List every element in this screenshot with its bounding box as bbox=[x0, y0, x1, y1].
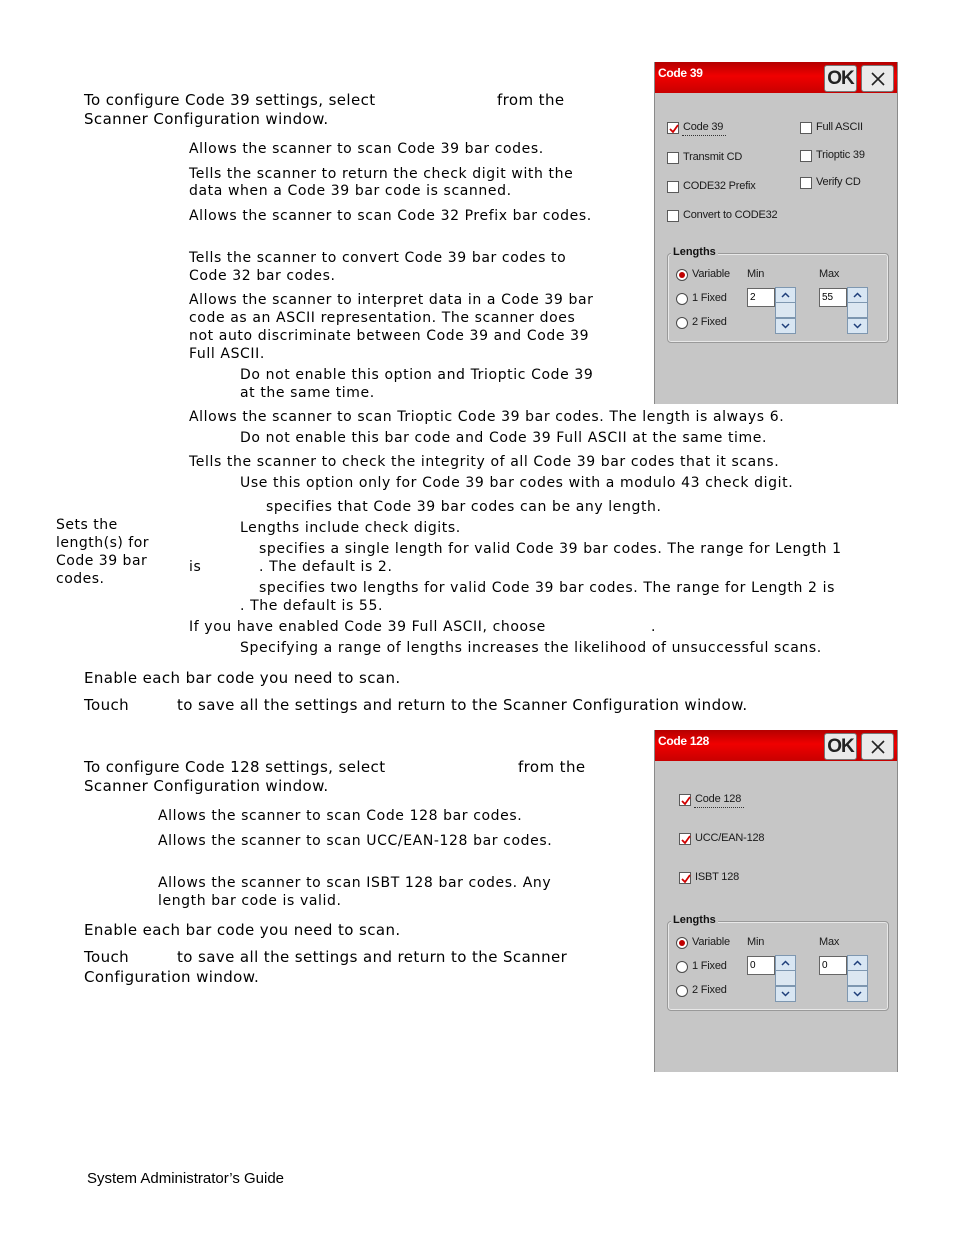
variable-radio[interactable] bbox=[676, 937, 688, 949]
desc-fixed1-default: . The default is 2. bbox=[259, 559, 393, 575]
min-input[interactable]: 2 bbox=[747, 288, 775, 307]
page-footer: System Administrator’s Guide bbox=[87, 1170, 285, 1187]
desc-full-ascii-period: . bbox=[651, 619, 657, 635]
code128-step-touch: Touch bbox=[84, 948, 130, 966]
fixed1-radio-label: 1 Fixed bbox=[692, 960, 727, 972]
code128-checkbox-label: Code 128 bbox=[695, 793, 742, 805]
desc-convert-2: Code 32 bar codes. bbox=[189, 268, 336, 284]
desc-variable: specifies that Code 39 bar codes can be any length. bbox=[266, 499, 662, 515]
note-verify-cd: Use this option only for Code 39 bar codes with a modulo 43 check digit. bbox=[240, 475, 794, 491]
desc-full-ascii-3: not auto discriminate between Code 39 and Code 39 bbox=[189, 328, 590, 344]
check-icon bbox=[680, 873, 692, 885]
full-ascii-checkbox[interactable] bbox=[800, 122, 812, 134]
ok-label: OK bbox=[827, 67, 854, 89]
max-up-button[interactable] bbox=[847, 955, 868, 971]
max-spin-track bbox=[847, 302, 868, 318]
code39-titlebar bbox=[655, 62, 897, 93]
code128-titlebar bbox=[655, 730, 897, 761]
max-spin-track bbox=[847, 970, 868, 986]
desc-fixed2-default: . The default is 55. bbox=[240, 598, 383, 614]
max-down-button[interactable] bbox=[847, 986, 868, 1002]
code128-step-enable: Enable each bar code you need to scan. bbox=[84, 921, 401, 939]
lengths-group-label: Lengths bbox=[673, 246, 716, 258]
chevron-down-icon bbox=[781, 991, 790, 997]
desc-full-ascii-4: Full ASCII. bbox=[189, 346, 265, 362]
max-up-button[interactable] bbox=[847, 287, 868, 303]
chevron-up-icon bbox=[781, 960, 790, 966]
variable-radio[interactable] bbox=[676, 269, 688, 281]
verify-cd-label: Verify CD bbox=[816, 176, 861, 188]
desc-isbt128-2: length bar code is valid. bbox=[158, 893, 342, 909]
desc-code128: Allows the scanner to scan Code 128 bar codes. bbox=[158, 808, 523, 824]
code128-dialog-title: Code 128 bbox=[658, 734, 709, 748]
convert-code32-label: Convert to CODE32 bbox=[683, 209, 778, 221]
close-button[interactable] bbox=[861, 65, 894, 92]
fixed1-radio-label: 1 Fixed bbox=[692, 292, 727, 304]
ok-button[interactable] bbox=[824, 65, 857, 92]
check-icon bbox=[680, 795, 692, 807]
chevron-up-icon bbox=[853, 960, 862, 966]
code39-intro-from: from the bbox=[497, 91, 565, 109]
full-ascii-label: Full ASCII bbox=[816, 121, 863, 133]
desc-isbt128-1: Allows the scanner to scan ISBT 128 bar codes. Any bbox=[158, 875, 552, 891]
chevron-up-icon bbox=[781, 292, 790, 298]
desc-trioptic: Allows the scanner to scan Trioptic Code 39 bar codes. The length is always 6. bbox=[189, 409, 785, 425]
fixed2-radio-label: 2 Fixed bbox=[692, 984, 727, 996]
code32-prefix-label: CODE32 Prefix bbox=[683, 180, 756, 192]
code128-intro-from: from the bbox=[518, 758, 586, 776]
variable-radio-label: Variable bbox=[692, 936, 730, 948]
chevron-down-icon bbox=[853, 991, 862, 997]
note-full-ascii-1: Do not enable this option and Trioptic Code 39 bbox=[240, 367, 594, 383]
lengths-side-note: Sets the length(s) for Code 39 bar codes. bbox=[56, 517, 150, 587]
code39-intro-line1: To configure Code 39 settings, select bbox=[84, 91, 376, 109]
desc-full-ascii-2: code as an ASCII representation. The scanner does bbox=[189, 310, 576, 326]
min-label: Min bbox=[747, 936, 765, 948]
code39-step-touch: Touch bbox=[84, 696, 130, 714]
desc-convert-1: Tells the scanner to convert Code 39 bar codes to bbox=[189, 250, 567, 266]
min-down-button[interactable] bbox=[775, 986, 796, 1002]
note-range: Specifying a range of lengths increases the likelihood of unsuccessful scans. bbox=[240, 640, 822, 656]
code39-step-enable: Enable each bar code you need to scan. bbox=[84, 669, 401, 687]
note-lengths: Lengths include check digits. bbox=[240, 520, 461, 536]
close-button[interactable] bbox=[861, 733, 894, 760]
desc-verify-cd: Tells the scanner to check the integrity of all Code 39 bar codes that it scans. bbox=[189, 454, 780, 470]
close-icon bbox=[870, 71, 886, 87]
fixed2-radio[interactable] bbox=[676, 985, 688, 997]
desc-code39: Allows the scanner to scan Code 39 bar codes. bbox=[189, 141, 544, 157]
code128-intro-line2: Scanner Configuration window. bbox=[84, 777, 329, 795]
verify-cd-checkbox[interactable] bbox=[800, 177, 812, 189]
code39-dialog-title: Code 39 bbox=[658, 66, 703, 80]
min-up-button[interactable] bbox=[775, 955, 796, 971]
fixed1-radio[interactable] bbox=[676, 961, 688, 973]
max-label: Max bbox=[819, 936, 840, 948]
code128-step-touch-rest: to save all the settings and return to the Scanner bbox=[177, 948, 568, 966]
ok-button[interactable] bbox=[824, 733, 857, 760]
note-full-ascii-2: at the same time. bbox=[240, 385, 375, 401]
focus-indicator bbox=[682, 135, 726, 136]
ok-label: OK bbox=[827, 735, 854, 757]
close-icon bbox=[870, 739, 886, 755]
code39-intro-line2: Scanner Configuration window. bbox=[84, 110, 329, 128]
check-icon bbox=[668, 123, 680, 135]
focus-indicator bbox=[694, 807, 744, 808]
max-label: Max bbox=[819, 268, 840, 280]
desc-ucc-ean128: Allows the scanner to scan UCC/EAN-128 bar codes. bbox=[158, 833, 553, 849]
desc-transmit-cd-2: data when a Code 39 bar code is scanned. bbox=[189, 183, 512, 199]
max-input[interactable]: 55 bbox=[819, 288, 847, 307]
convert-code32-checkbox[interactable] bbox=[667, 210, 679, 222]
fixed1-radio[interactable] bbox=[676, 293, 688, 305]
transmit-cd-checkbox[interactable] bbox=[667, 152, 679, 164]
code39-checkbox[interactable] bbox=[667, 122, 679, 134]
code128-dialog bbox=[654, 730, 898, 1072]
isbt128-checkbox[interactable] bbox=[679, 872, 691, 884]
trioptic39-label: Trioptic 39 bbox=[816, 149, 865, 161]
ucc-ean128-checkbox[interactable] bbox=[679, 833, 691, 845]
desc-fixed1-is: is bbox=[189, 559, 202, 575]
chevron-down-icon bbox=[781, 323, 790, 329]
code39-dialog bbox=[654, 62, 898, 404]
chevron-down-icon bbox=[853, 323, 862, 329]
min-spin-track bbox=[775, 970, 796, 986]
check-icon bbox=[680, 834, 692, 846]
max-down-button[interactable] bbox=[847, 318, 868, 334]
code128-checkbox[interactable] bbox=[679, 794, 691, 806]
isbt128-label: ISBT 128 bbox=[695, 871, 740, 883]
transmit-cd-label: Transmit CD bbox=[683, 151, 743, 163]
desc-full-ascii-1: Allows the scanner to interpret data in a Code 39 bar bbox=[189, 292, 594, 308]
min-down-button[interactable] bbox=[775, 318, 796, 334]
min-up-button[interactable] bbox=[775, 287, 796, 303]
min-label: Min bbox=[747, 268, 765, 280]
max-input[interactable]: 0 bbox=[819, 956, 847, 975]
lengths-group-label: Lengths bbox=[673, 914, 716, 926]
chevron-up-icon bbox=[853, 292, 862, 298]
desc-full-ascii-choose: If you have enabled Code 39 Full ASCII, choose bbox=[189, 619, 546, 635]
code39-checkbox-label: Code 39 bbox=[683, 121, 724, 133]
desc-fixed1: specifies a single length for valid Code 39 bar codes. The range for Length 1 bbox=[259, 541, 842, 557]
fixed2-radio[interactable] bbox=[676, 317, 688, 329]
trioptic39-checkbox[interactable] bbox=[800, 150, 812, 162]
variable-radio-label: Variable bbox=[692, 268, 730, 280]
desc-code32-prefix: Allows the scanner to scan Code 32 Prefix bar codes. bbox=[189, 208, 592, 224]
min-input[interactable]: 0 bbox=[747, 956, 775, 975]
desc-fixed2: specifies two lengths for valid Code 39 bar codes. The range for Length 2 is bbox=[259, 580, 835, 596]
min-spin-track bbox=[775, 302, 796, 318]
code39-step-touch-rest: to save all the settings and return to the Scanner Configuration window. bbox=[177, 696, 748, 714]
code128-intro-line1: To configure Code 128 settings, select bbox=[84, 758, 386, 776]
code32-prefix-checkbox[interactable] bbox=[667, 181, 679, 193]
fixed2-radio-label: 2 Fixed bbox=[692, 316, 727, 328]
ucc-ean128-label: UCC/EAN-128 bbox=[695, 832, 765, 844]
code128-step-touch-line2: Configuration window. bbox=[84, 968, 260, 986]
note-trioptic: Do not enable this bar code and Code 39 Full ASCII at the same time. bbox=[240, 430, 768, 446]
desc-transmit-cd-1: Tells the scanner to return the check digit with the bbox=[189, 166, 574, 182]
